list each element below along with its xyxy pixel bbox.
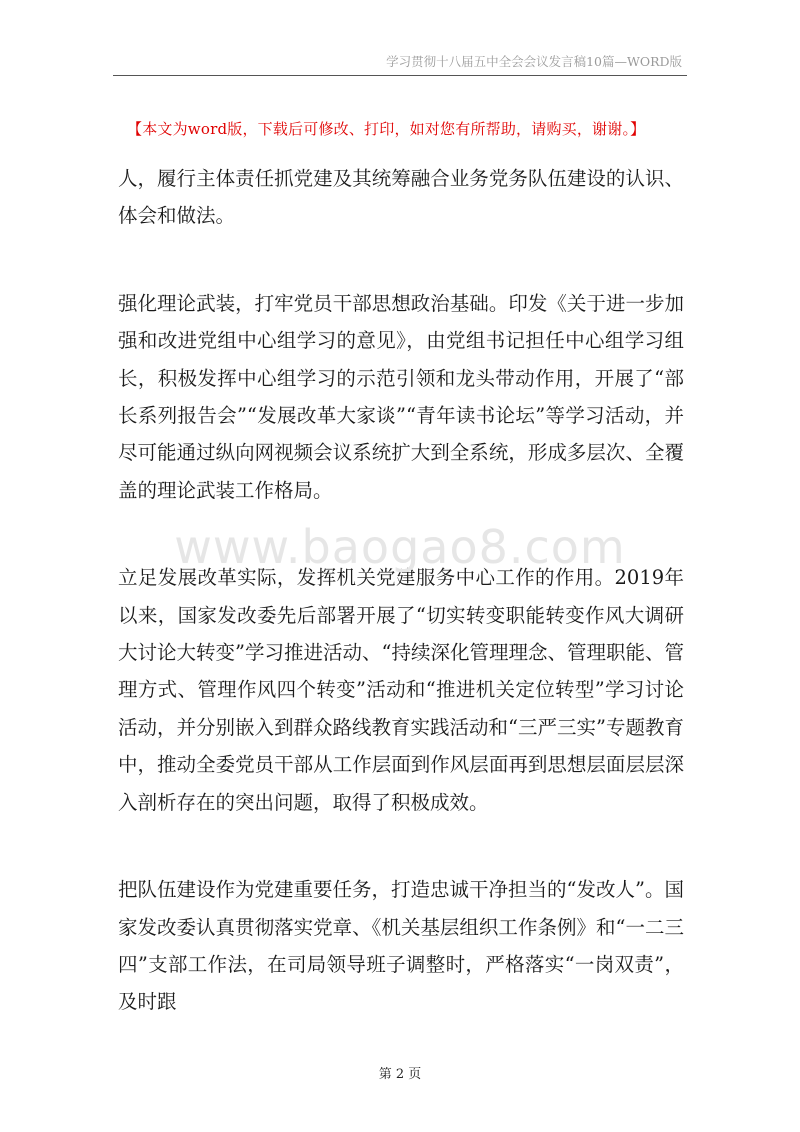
- header-divider: [113, 75, 687, 76]
- document-body: [118, 160, 684, 1021]
- paragraph: 人，履行主体责任抓党建及其统筹融合业务党务队伍建设的认识、体会和做法。: [118, 167, 684, 228]
- paragraph: 把队伍建设作为党建重要任务，打造忠诚干净担当的“发改人”。国家发改委认真贯彻落实党章、《机关基层组织工作条例》和“一二三四”支部工作法，在司局领导班子调整时，严格落实“一岗双责”，及时跟: [118, 878, 684, 1014]
- download-notice: 【本文为word版，下载后可修改、打印，如对您有所帮助，请购买，谢谢。】: [127, 120, 646, 138]
- document-header-title: 学习贯彻十八届五中全会会议发言稿10篇—WORD版: [386, 54, 682, 69]
- page-number: 第 2 页: [378, 1067, 422, 1082]
- paragraph: 强化理论武装，打牢党员干部思想政治基础。印发《关于进一步加强和改进党组中心组学习的意见》，由党组书记担任中心组学习组长，积极发挥中心组学习的示范引领和龙头带动作用，开展了“部长系列报告会”“发展改革大家谈”“青年读书论坛”等学习活动，并尽可能通过纵向网视频会议系统扩大到全系统，形成多层次、全覆盖的理论武装工作格局。: [118, 291, 684, 502]
- watermark: www.baogao8.com: [174, 520, 626, 574]
- paragraph: 立足发展改革实际，发挥机关党建服务中心工作的作用。2019年以来，国家发改委先后部署开展了“切实转变职能转变作风大调研大讨论大转变”学习推进活动、“持续深化管理理念、管理职能、管理方式、管理作风四个转变”活动和“推进机关定位转型”学习讨论活动，并分别嵌入到群众路线教育实践活动和“三严三实”专题教育中，推动全委党员干部从工作层面到作风层面再到思想层面层层深入剖析存在的突出问题，取得了积极成效。: [118, 566, 684, 814]
